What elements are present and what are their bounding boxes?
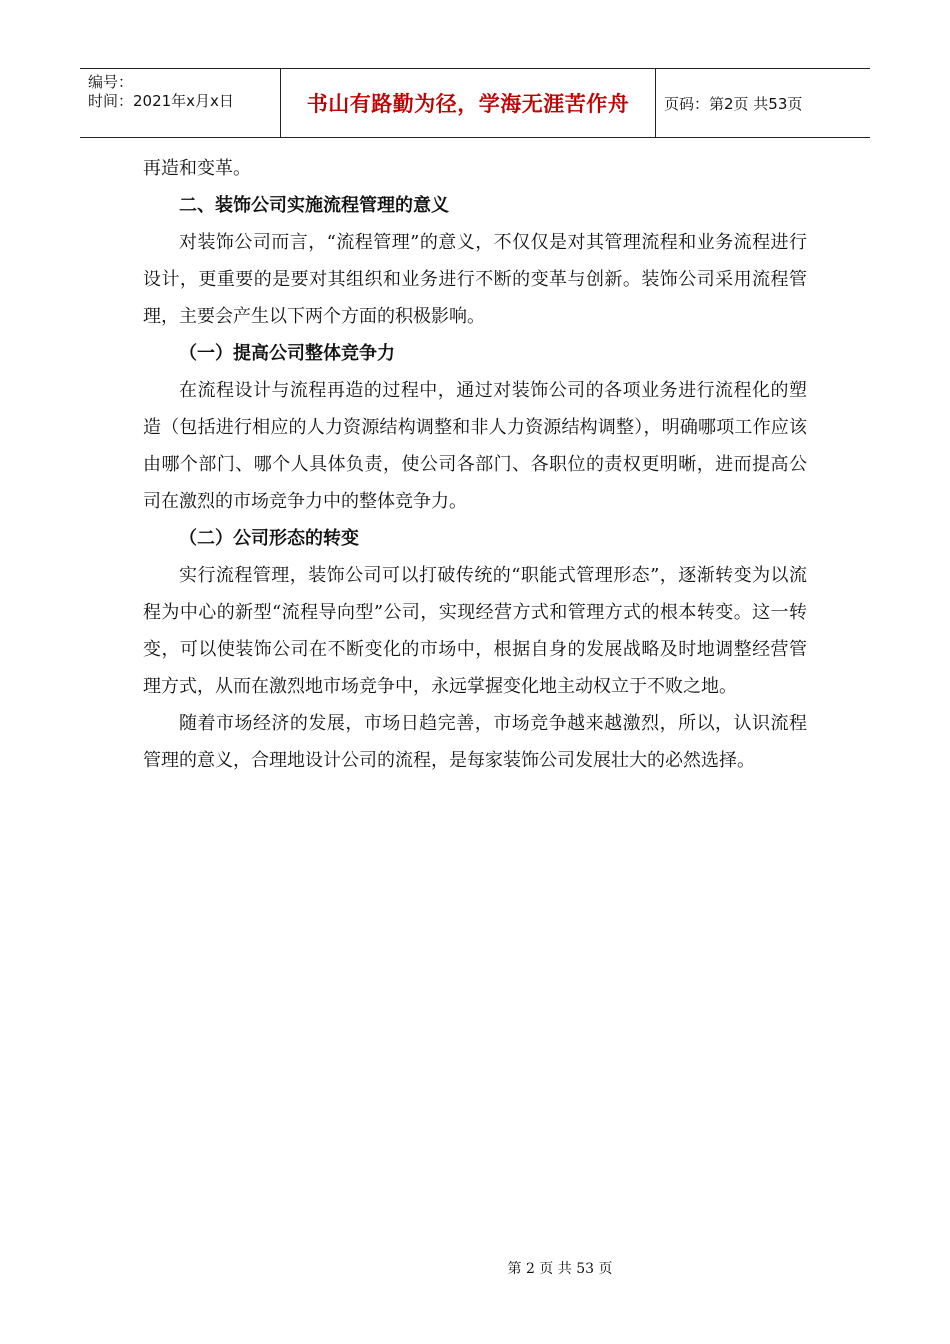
- subsection-heading: （二）公司形态的转变: [179, 528, 359, 549]
- document-date: 时间：2021年x月x日: [88, 92, 234, 110]
- paragraph: 在流程设计与流程再造的过程中，通过对装饰公司的各项业务进行流程化的塑造（包括进行相应的人力资源结构调整和非人力资源结构调整），明确哪项工作应该由哪个部门、哪个人具体负责，使公司各部门、各职位的责权更明晰，进而提高公司在激烈的市场竞争力中的整体竞争力。: [143, 380, 807, 512]
- paragraph: 对装饰公司而言，“流程管理”的意义，不仅仅是对其管理流程和业务流程进行设计，更重要的是要对其组织和业务进行不断的变革与创新。装饰公司采用流程管理，主要会产生以下两个方面的积极影响。: [143, 232, 807, 327]
- header-meta: [80, 69, 281, 137]
- page-footer: 第 2 页 共 53 页: [507, 1261, 613, 1277]
- document-header: [80, 68, 870, 138]
- subsection-heading: （一）提高公司整体竞争力: [179, 343, 395, 364]
- header-motto: 书山有路勤为径，学海无涯苦作舟: [281, 69, 656, 137]
- document-number-label: 编号：: [88, 73, 134, 91]
- paragraph-continuation: 再造和变革。: [143, 158, 251, 179]
- section-heading: 二、装饰公司实施流程管理的意义: [179, 195, 449, 216]
- paragraph: 随着市场经济的发展，市场日趋完善，市场竞争越来越激烈，所以，认识流程管理的意义，合理地设计公司的流程，是每家装饰公司发展壮大的必然选择。: [143, 713, 807, 771]
- document-body: [143, 150, 807, 779]
- header-page-info: 页码：第2页 共53页: [664, 94, 803, 113]
- paragraph: 实行流程管理，装饰公司可以打破传统的“职能式管理形态”，逐渐转变为以流程为中心的新型“流程导向型”公司，实现经营方式和管理方式的根本转变。这一转变，可以使装饰公司在不断变化的市场中，根据自身的发展战略及时地调整经营管理方式，从而在激烈地市场竞争中，永远掌握变化地主动权立于不败之地。: [143, 565, 807, 697]
